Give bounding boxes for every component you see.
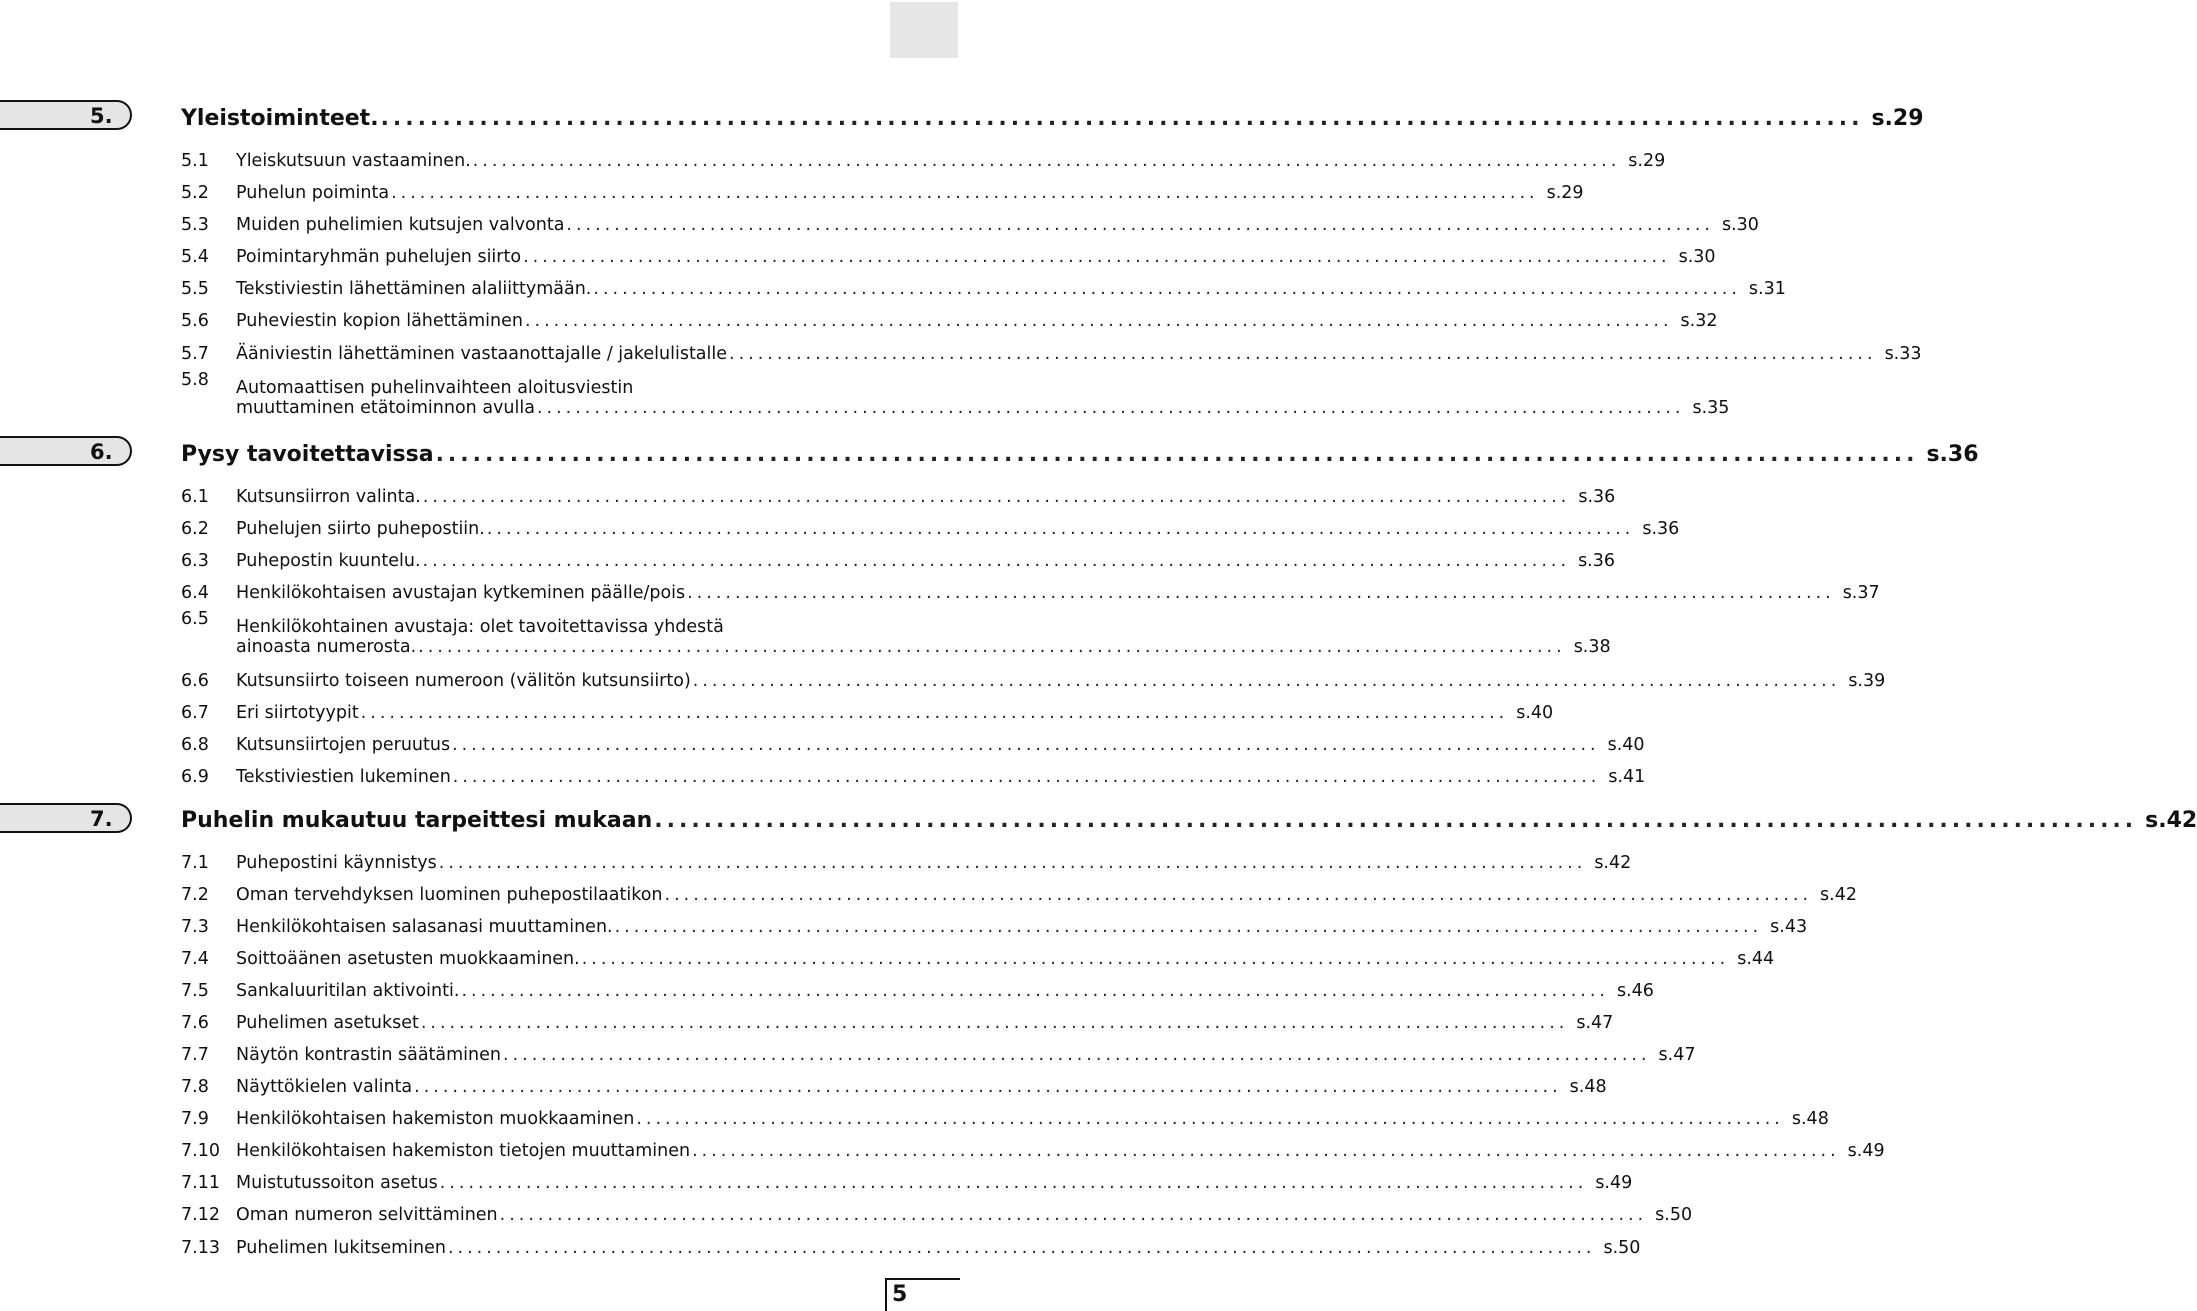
chapter-tab — [0, 100, 132, 130]
dot-leader — [440, 1173, 1588, 1193]
toc-entry — [181, 907, 1808, 937]
entry-label: Automaattisen puhelinvaihteen aloitusviestin — [236, 378, 634, 398]
toc-entry — [181, 971, 1654, 1001]
entry-label: Sankaluuritilan aktivointi. — [236, 981, 460, 1001]
entry-page: s.42 — [1820, 885, 1857, 905]
dot-leader — [381, 106, 1864, 131]
chapter-tab — [0, 436, 132, 466]
entry-page: s.36 — [1578, 487, 1616, 507]
entry-number: 5.4 — [181, 247, 209, 267]
entry-page: s.48 — [1569, 1077, 1607, 1097]
section-title-text: Yleistoiminteet. — [181, 106, 379, 131]
dot-leader — [452, 735, 1600, 755]
section-title — [181, 101, 1924, 131]
toc-entry — [181, 237, 1716, 267]
entry-number: 5.8 — [181, 370, 209, 390]
entry-label: Puheviestin kopion lähettäminen — [236, 311, 523, 331]
entry-label: Puhepostin kuuntelu. — [236, 551, 421, 571]
entry-number: 7.9 — [181, 1109, 209, 1129]
page-number-rule-vertical — [885, 1278, 887, 1311]
section-title-text: Puhelin mukautuu tarpeittesi mukaan — [181, 808, 653, 833]
entry-label: Puhelimen lukitseminen — [236, 1238, 446, 1258]
entry-page: s.50 — [1655, 1205, 1693, 1225]
entry-label: Tekstiviestien lukeminen — [236, 767, 451, 787]
entry-page: s.36 — [1642, 519, 1680, 539]
entry-page: s.42 — [1594, 853, 1632, 873]
page-number-rule — [885, 1278, 960, 1280]
entry-number: 6.8 — [181, 735, 209, 755]
dot-leader — [436, 442, 1919, 467]
toc-entry — [181, 541, 1616, 571]
dot-leader — [361, 703, 1509, 723]
dot-leader — [421, 1013, 1569, 1033]
entry-page: s.36 — [1578, 551, 1616, 571]
entry-label-continued: muuttaminen etätoiminnon avulla — [236, 398, 535, 418]
entry-label: Puhepostini käynnistys — [236, 853, 437, 873]
toc-entry — [181, 1035, 1696, 1065]
dot-leader — [537, 398, 1685, 418]
chapter-tab-number: 7. — [90, 807, 113, 831]
section-title — [181, 803, 2197, 833]
entry-number: 5.2 — [181, 183, 209, 203]
toc-entry — [181, 939, 1775, 969]
entry-number: 5.6 — [181, 311, 209, 331]
entry-number: 6.2 — [181, 519, 209, 539]
entry-label: Henkilökohtaisen salasanasi muuttaminen. — [236, 917, 613, 937]
dot-leader — [523, 247, 1671, 267]
dot-leader — [414, 1077, 1562, 1097]
corner-marker — [890, 2, 958, 58]
entry-label: Puhelujen siirto puhepostiin. — [236, 519, 485, 539]
toc-entry — [181, 1163, 1633, 1193]
dot-leader — [729, 344, 1877, 364]
entry-page: s.43 — [1770, 917, 1808, 937]
section-title — [181, 437, 1979, 467]
entry-number: 7.4 — [181, 949, 209, 969]
entry-label: Poimintaryhmän puhelujen siirto — [236, 247, 522, 267]
entry-page: s.30 — [1678, 247, 1716, 267]
dot-leader — [461, 981, 1609, 1001]
entry-page: s.29 — [1546, 183, 1584, 203]
dot-leader — [487, 519, 1635, 539]
toc-entry — [181, 366, 1730, 418]
chapter-tab-number: 5. — [90, 104, 113, 128]
toc-entry — [181, 477, 1616, 507]
entry-page: s.40 — [1516, 703, 1554, 723]
dot-leader — [391, 183, 1539, 203]
entry-label: Puhelimen asetukset — [236, 1013, 419, 1033]
dot-leader — [473, 151, 1621, 171]
entry-label: Oman numeron selvittäminen — [236, 1205, 498, 1225]
section-title-text: Pysy tavoitettavissa — [181, 442, 434, 467]
entry-number: 7.1 — [181, 853, 209, 873]
entry-page: s.32 — [1680, 311, 1718, 331]
entry-label: Kutsunsiirron valinta. — [236, 487, 421, 507]
entry-label: Ääniviestin lähettäminen vastaanottajalle / jakelulistalle — [236, 344, 728, 364]
dot-leader — [692, 1141, 1840, 1161]
dot-leader — [418, 637, 1566, 657]
entry-label: Muiden puhelimien kutsujen valvonta — [236, 215, 565, 235]
entry-label: Kutsunsiirtojen peruutus — [236, 735, 451, 755]
entry-label: Tekstiviestin lähettäminen alaliittymään. — [236, 279, 592, 299]
entry-page: s.35 — [1692, 398, 1730, 418]
toc-entry — [181, 573, 1880, 603]
entry-label: Henkilökohtaisen hakemiston muokkaaminen — [236, 1109, 635, 1129]
entry-label-continued: ainoasta numerosta. — [236, 637, 417, 657]
entry-label: Soittoäänen asetusten muokkaaminen. — [236, 949, 580, 969]
entry-number: 7.8 — [181, 1077, 209, 1097]
entry-label: Yleiskutsuun vastaaminen. — [236, 151, 471, 171]
entry-number: 6.4 — [181, 583, 209, 603]
entry-number: 7.12 — [181, 1205, 220, 1225]
dot-leader — [693, 671, 1841, 691]
entry-number: 7.3 — [181, 917, 209, 937]
entry-page: s.39 — [1848, 671, 1886, 691]
dot-leader — [665, 885, 1813, 905]
entry-page: s.49 — [1595, 1173, 1633, 1193]
chapter-tab — [0, 803, 132, 833]
entry-label: Oman tervehdyksen luominen puhepostilaatikon — [236, 885, 663, 905]
entry-label: Muistutussoiton asetus — [236, 1173, 438, 1193]
toc-entry — [181, 1003, 1614, 1033]
toc-entry — [181, 173, 1584, 203]
entry-label: Eri siirtotyypit — [236, 703, 359, 723]
toc-entry — [181, 205, 1759, 235]
entry-label: Näytön kontrastin säätäminen — [236, 1045, 501, 1065]
entry-page: s.50 — [1603, 1238, 1641, 1258]
entry-number: 6.1 — [181, 487, 209, 507]
toc-entry — [181, 693, 1554, 723]
toc-entry — [181, 334, 1922, 364]
entry-number: 6.7 — [181, 703, 209, 723]
entry-label: Näyttökielen valinta — [236, 1077, 413, 1097]
dot-leader — [448, 1238, 1596, 1258]
entry-page: s.33 — [1884, 344, 1922, 364]
entry-label: Henkilökohtainen avustaja: olet tavoitettavissa yhdestä — [236, 617, 724, 637]
dot-leader — [503, 1045, 1651, 1065]
toc-entry — [181, 875, 1857, 905]
entry-label: Henkilökohtaisen hakemiston tietojen muuttaminen — [236, 1141, 691, 1161]
toc-entry — [181, 725, 1645, 755]
toc-entry — [181, 1228, 1641, 1258]
entry-number: 5.3 — [181, 215, 209, 235]
section-page: s.29 — [1871, 106, 1924, 131]
dot-leader — [687, 583, 1835, 603]
entry-page: s.37 — [1842, 583, 1880, 603]
section-page: s.36 — [1926, 442, 1979, 467]
entry-number: 7.7 — [181, 1045, 209, 1065]
entry-number: 6.5 — [181, 609, 209, 629]
section-page: s.42 — [2145, 808, 2197, 833]
entry-number: 6.6 — [181, 671, 209, 691]
dot-leader — [423, 487, 1571, 507]
page-number: 5 — [892, 1282, 908, 1307]
chapter-tab-number: 6. — [90, 440, 113, 464]
entry-page: s.31 — [1748, 279, 1786, 299]
toc-entry — [181, 1067, 1607, 1097]
entry-page: s.44 — [1737, 949, 1775, 969]
entry-page: s.41 — [1608, 767, 1646, 787]
entry-number: 6.9 — [181, 767, 209, 787]
entry-number: 5.5 — [181, 279, 209, 299]
toc-entry — [181, 757, 1646, 787]
toc-entry — [181, 661, 1886, 691]
toc-entry — [181, 1099, 1829, 1129]
dot-leader — [453, 767, 1601, 787]
entry-number: 7.5 — [181, 981, 209, 1001]
toc-entry — [181, 843, 1632, 873]
entry-label: Puhelun poiminta — [236, 183, 390, 203]
dot-leader — [439, 853, 1587, 873]
entry-number: 5.1 — [181, 151, 209, 171]
dot-leader — [593, 279, 1741, 299]
entry-page: s.46 — [1616, 981, 1654, 1001]
entry-page: s.29 — [1628, 151, 1666, 171]
entry-page: s.49 — [1847, 1141, 1885, 1161]
entry-label: Henkilökohtaisen avustajan kytkeminen päälle/pois — [236, 583, 686, 603]
entry-number: 5.7 — [181, 344, 209, 364]
dot-leader — [615, 917, 1763, 937]
dot-leader — [525, 311, 1673, 331]
dot-leader — [423, 551, 1571, 571]
dot-leader — [654, 808, 2137, 833]
entry-number: 7.2 — [181, 885, 209, 905]
entry-number: 7.11 — [181, 1173, 220, 1193]
toc-entry — [181, 301, 1718, 331]
entry-number: 7.10 — [181, 1141, 220, 1161]
toc-entry — [181, 1195, 1693, 1225]
entry-page: s.47 — [1576, 1013, 1614, 1033]
entry-page: s.47 — [1658, 1045, 1696, 1065]
entry-number: 7.6 — [181, 1013, 209, 1033]
entry-number: 6.3 — [181, 551, 209, 571]
dot-leader — [500, 1205, 1648, 1225]
entry-page: s.38 — [1573, 637, 1611, 657]
toc-entry — [181, 1131, 1885, 1161]
dot-leader — [582, 949, 1730, 969]
dot-leader — [566, 215, 1714, 235]
toc-entry — [181, 605, 1611, 657]
dot-leader — [636, 1109, 1784, 1129]
toc-entry — [181, 141, 1666, 171]
entry-number: 7.13 — [181, 1238, 220, 1258]
toc-entry — [181, 509, 1680, 539]
entry-page: s.40 — [1607, 735, 1645, 755]
entry-page: s.30 — [1721, 215, 1759, 235]
toc-entry — [181, 269, 1786, 299]
entry-label: Kutsunsiirto toiseen numeroon (välitön kutsunsiirto) — [236, 671, 691, 691]
entry-page: s.48 — [1791, 1109, 1829, 1129]
